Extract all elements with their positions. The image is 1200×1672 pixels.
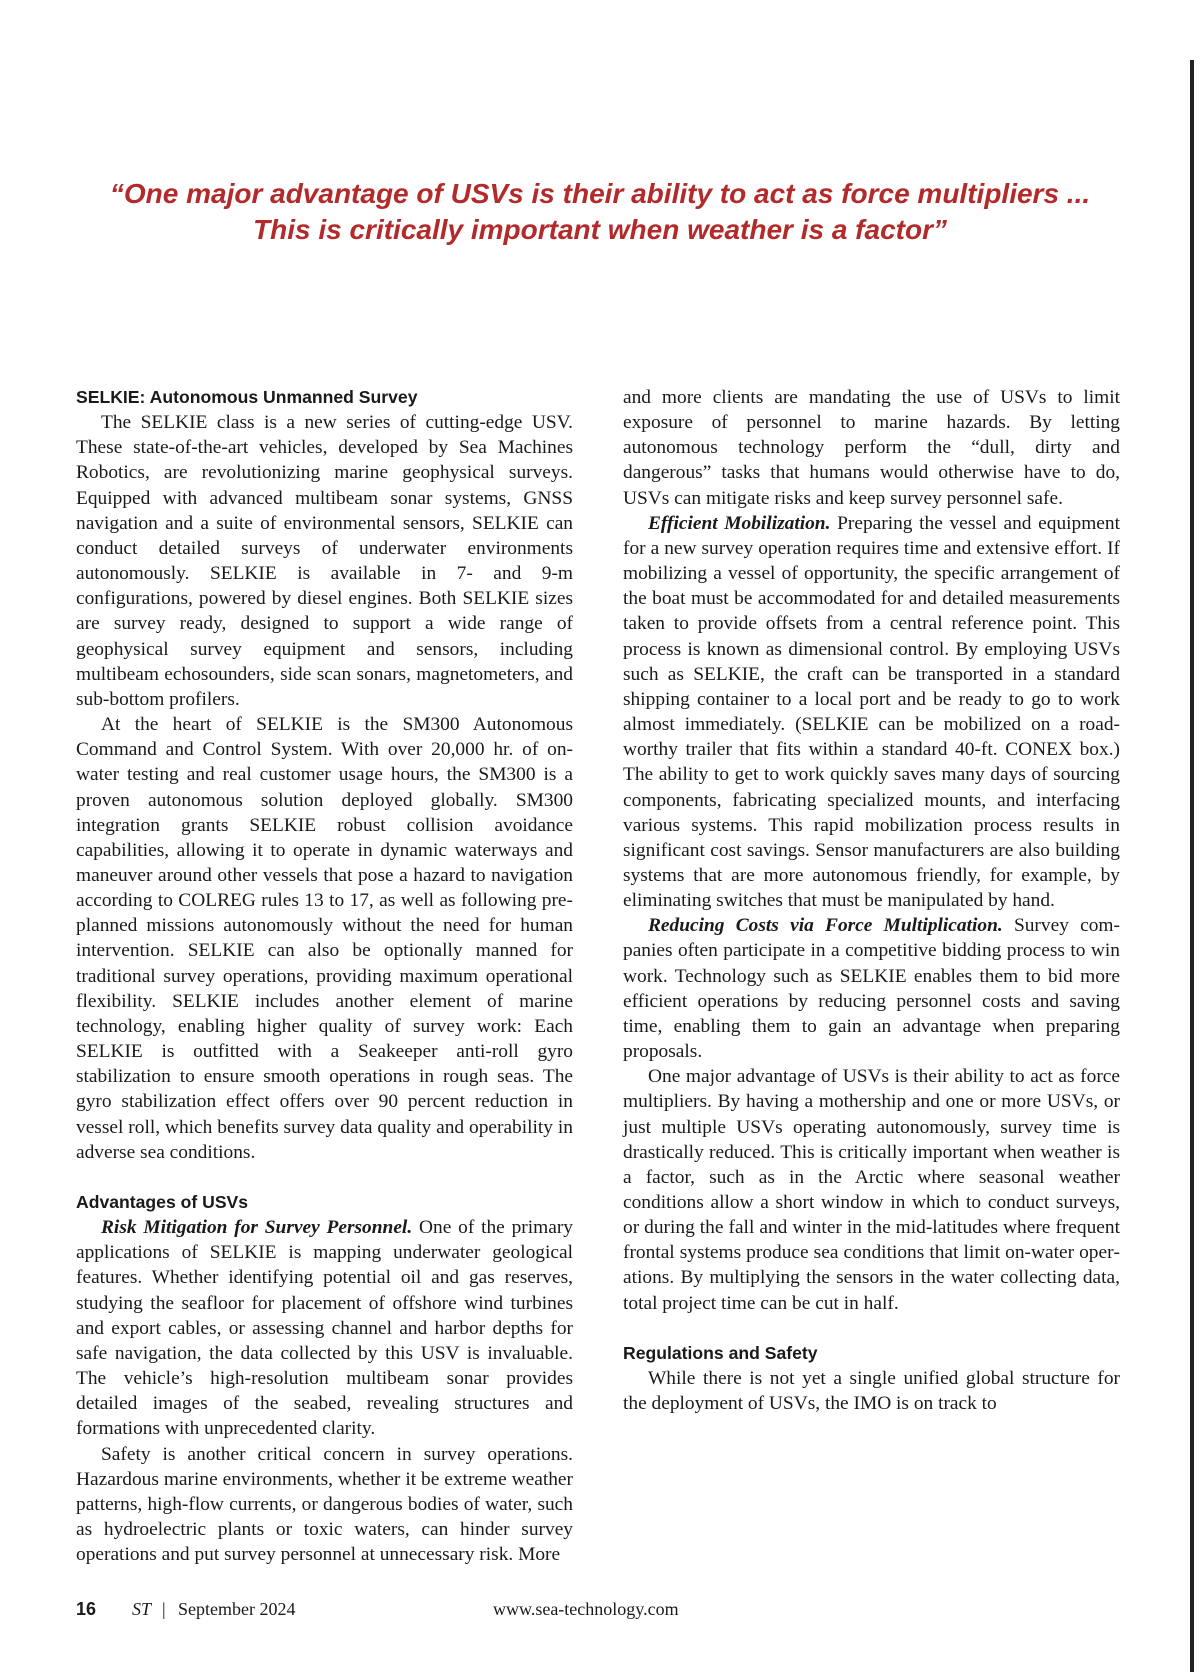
mobilization-title: Efficient Mobilization. [648,512,831,534]
risk-mitigation-title: Risk Mitigation for Survey Personnel. [101,1217,413,1239]
pull-quote [60,176,1140,248]
cost-reduction-paragraph [623,913,1120,1064]
section-spacer [76,1165,573,1190]
page-edge-rule [1190,60,1194,1672]
safety-paragraph-continued: and more clients are mandating the use of USVs to limit exposure of personnel to marine hazards. By letting autonomous technology perform the “dull, dirty and dangerous” tasks that humans would otherwise have to do, USVs can mitigate risks and keep survey personnel safe. [623,387,1120,509]
risk-mitigation-paragraph [76,1215,573,1441]
pull-quote-line-1: “One major advantage of USVs is their ability to act as force multipliers ... [109,178,1091,209]
section-spacer [623,1316,1120,1341]
mobilization-text: Preparing the vessel and equipment for a new survey operation requires time and extensive effort. If mobilizing a vessel of opportunity, the specific arrangement of the boat must be accommodated for and detailed measurements taken to provide offsets from a central reference point. This process is known as dimensional control. By employing USVs such as SELKIE, the craft can be transported in a standard shipping container to a local port and be ready to go to work almost immediately. (SELKIE can be mobilized on a road-worthy trailer that fits within a standard 40-ft. CONEX box.) The ability to get to work quickly saves many days of sourcing components, fabricating specialized mounts, and interfacing various systems. This rapid mobilization process results in significant cost savings. Sensor manufacturers are also building systems that are more autonomous friendly, for example, by eliminating switches that must be manipulated by hand. [623,512,1120,912]
left-column [76,385,573,1567]
selkie-heading: SELKIE: Autonomous Unmanned Survey [76,387,418,407]
issue-date: September 2024 [178,1599,296,1619]
force-multiplier-text: One major advantage of USVs is their ability to act as force multipliers. By having a mothership and one or more USVs, or just multiple USVs operating autonomously, survey time is drastically reduced. This is critically important when weather is a factor, such as in the Arctic where seasonal weather conditions allow a short window in which to conduct surveys, or during the fall and winter in the mid-latitudes where frequent frontal systems produce sea conditions that limit on-water operations. By multiplying the sensors in the water collecting data, total project time can be cut in half. [623,1066,1120,1314]
regulations-heading: Regulations and Safety [623,1342,818,1363]
advantages-heading: Advantages of USVs [76,1191,249,1212]
regulations-paragraph: While there is not yet a single unified global structure for the deployment of USVs, the IMO is on track to [623,1368,1120,1415]
selkie-paragraph-1: The SELKIE class is a new series of cutting-edge USV. These state-of-the-art vehicles, developed by Sea Machines Robotics, are revolutionizing marine geophysical surveys. Equipped with advanced multibeam sonar systems, GNSS navigation and a suite of environmental sensors, SELKIE can conduct detailed surveys of underwater environments autonomously. SELKIE is available in 7- and 9-m configurations, powered by diesel engines. Both SELKIE sizes are survey ready, designed to support a wide range of geophysical survey equipment and sensors, including multibeam echosounders, side scan sonars, magnetometers, and sub-bottom profilers. [76,412,573,710]
right-column [623,385,1120,1416]
page-number: 16 [76,1599,97,1619]
website-url: www.sea-technology.com [493,1599,679,1619]
cost-reduction-title: Reducing Costs via Force Multiplication. [648,915,1003,937]
pull-quote-line-2: This is critically important when weather is a factor” [253,214,947,245]
selkie-paragraph-2: At the heart of SELKIE is the SM300 Autonomous Command and Control System. With over 20,000 hr. of on-water testing and real customer usage hours, the SM300 is a proven autonomous solution deployed globally. SM300 integration grants SELKIE robust collision avoidance capabilities, allowing it to operate in dynamic waterways and maneuver around other vessels that pose a hazard to navigation according to COLREG rules 13 to 17, as well as following pre-planned missions autonomously without the need for human intervention. SELKIE can also be optionally manned for traditional survey operations, providing maximum operational flexibility. SELKIE includes another element of marine technology, enabling higher quality of survey work: Each SELKIE is outfitted with a Seakeeper anti-roll gyro stabilization to ensure smooth operations in rough seas. The gyro stabilization effect offers over 90 percent reduction in vessel roll, which benefits survey data quality and operability in adverse sea conditions. [76,714,573,1163]
risk-mitigation-text: One of the primary applications of SELKIE is mapping underwater geological features. Whether identifying potential oil and gas reserves, studying the seafloor for placement of offshore wind turbines and export cables, or assessing channel and harbor depths for safe navigation, the data collected by this USV is invaluable. The vehicle’s high-resolution multibeam sonar provides detailed images of the seabed, revealing structures and formations with unprecedented clarity. [76,1217,573,1440]
publication-name: ST [132,1599,152,1619]
cost-reduction-text: Survey companies often participate in a competitive bidding process to win work. Technology such as SELKIE enables them to bid more efficient operations by reducing personnel costs and saving time, enabling them to gain an advantage when preparing proposals. [623,915,1120,1063]
mobilization-paragraph [623,511,1120,914]
safety-paragraph: Safety is another critical concern in survey operations. Hazardous marine environments, whether it be extreme weather patterns, high-flow currents, or dangerous bodies of water, such as hydroelectric plants or toxic waters, can hinder survey operations and put survey personnel at unnecessary risk. More [76,1443,573,1566]
force-multiplier-paragraph [623,1064,1120,1316]
footer-separator: | [162,1599,166,1619]
